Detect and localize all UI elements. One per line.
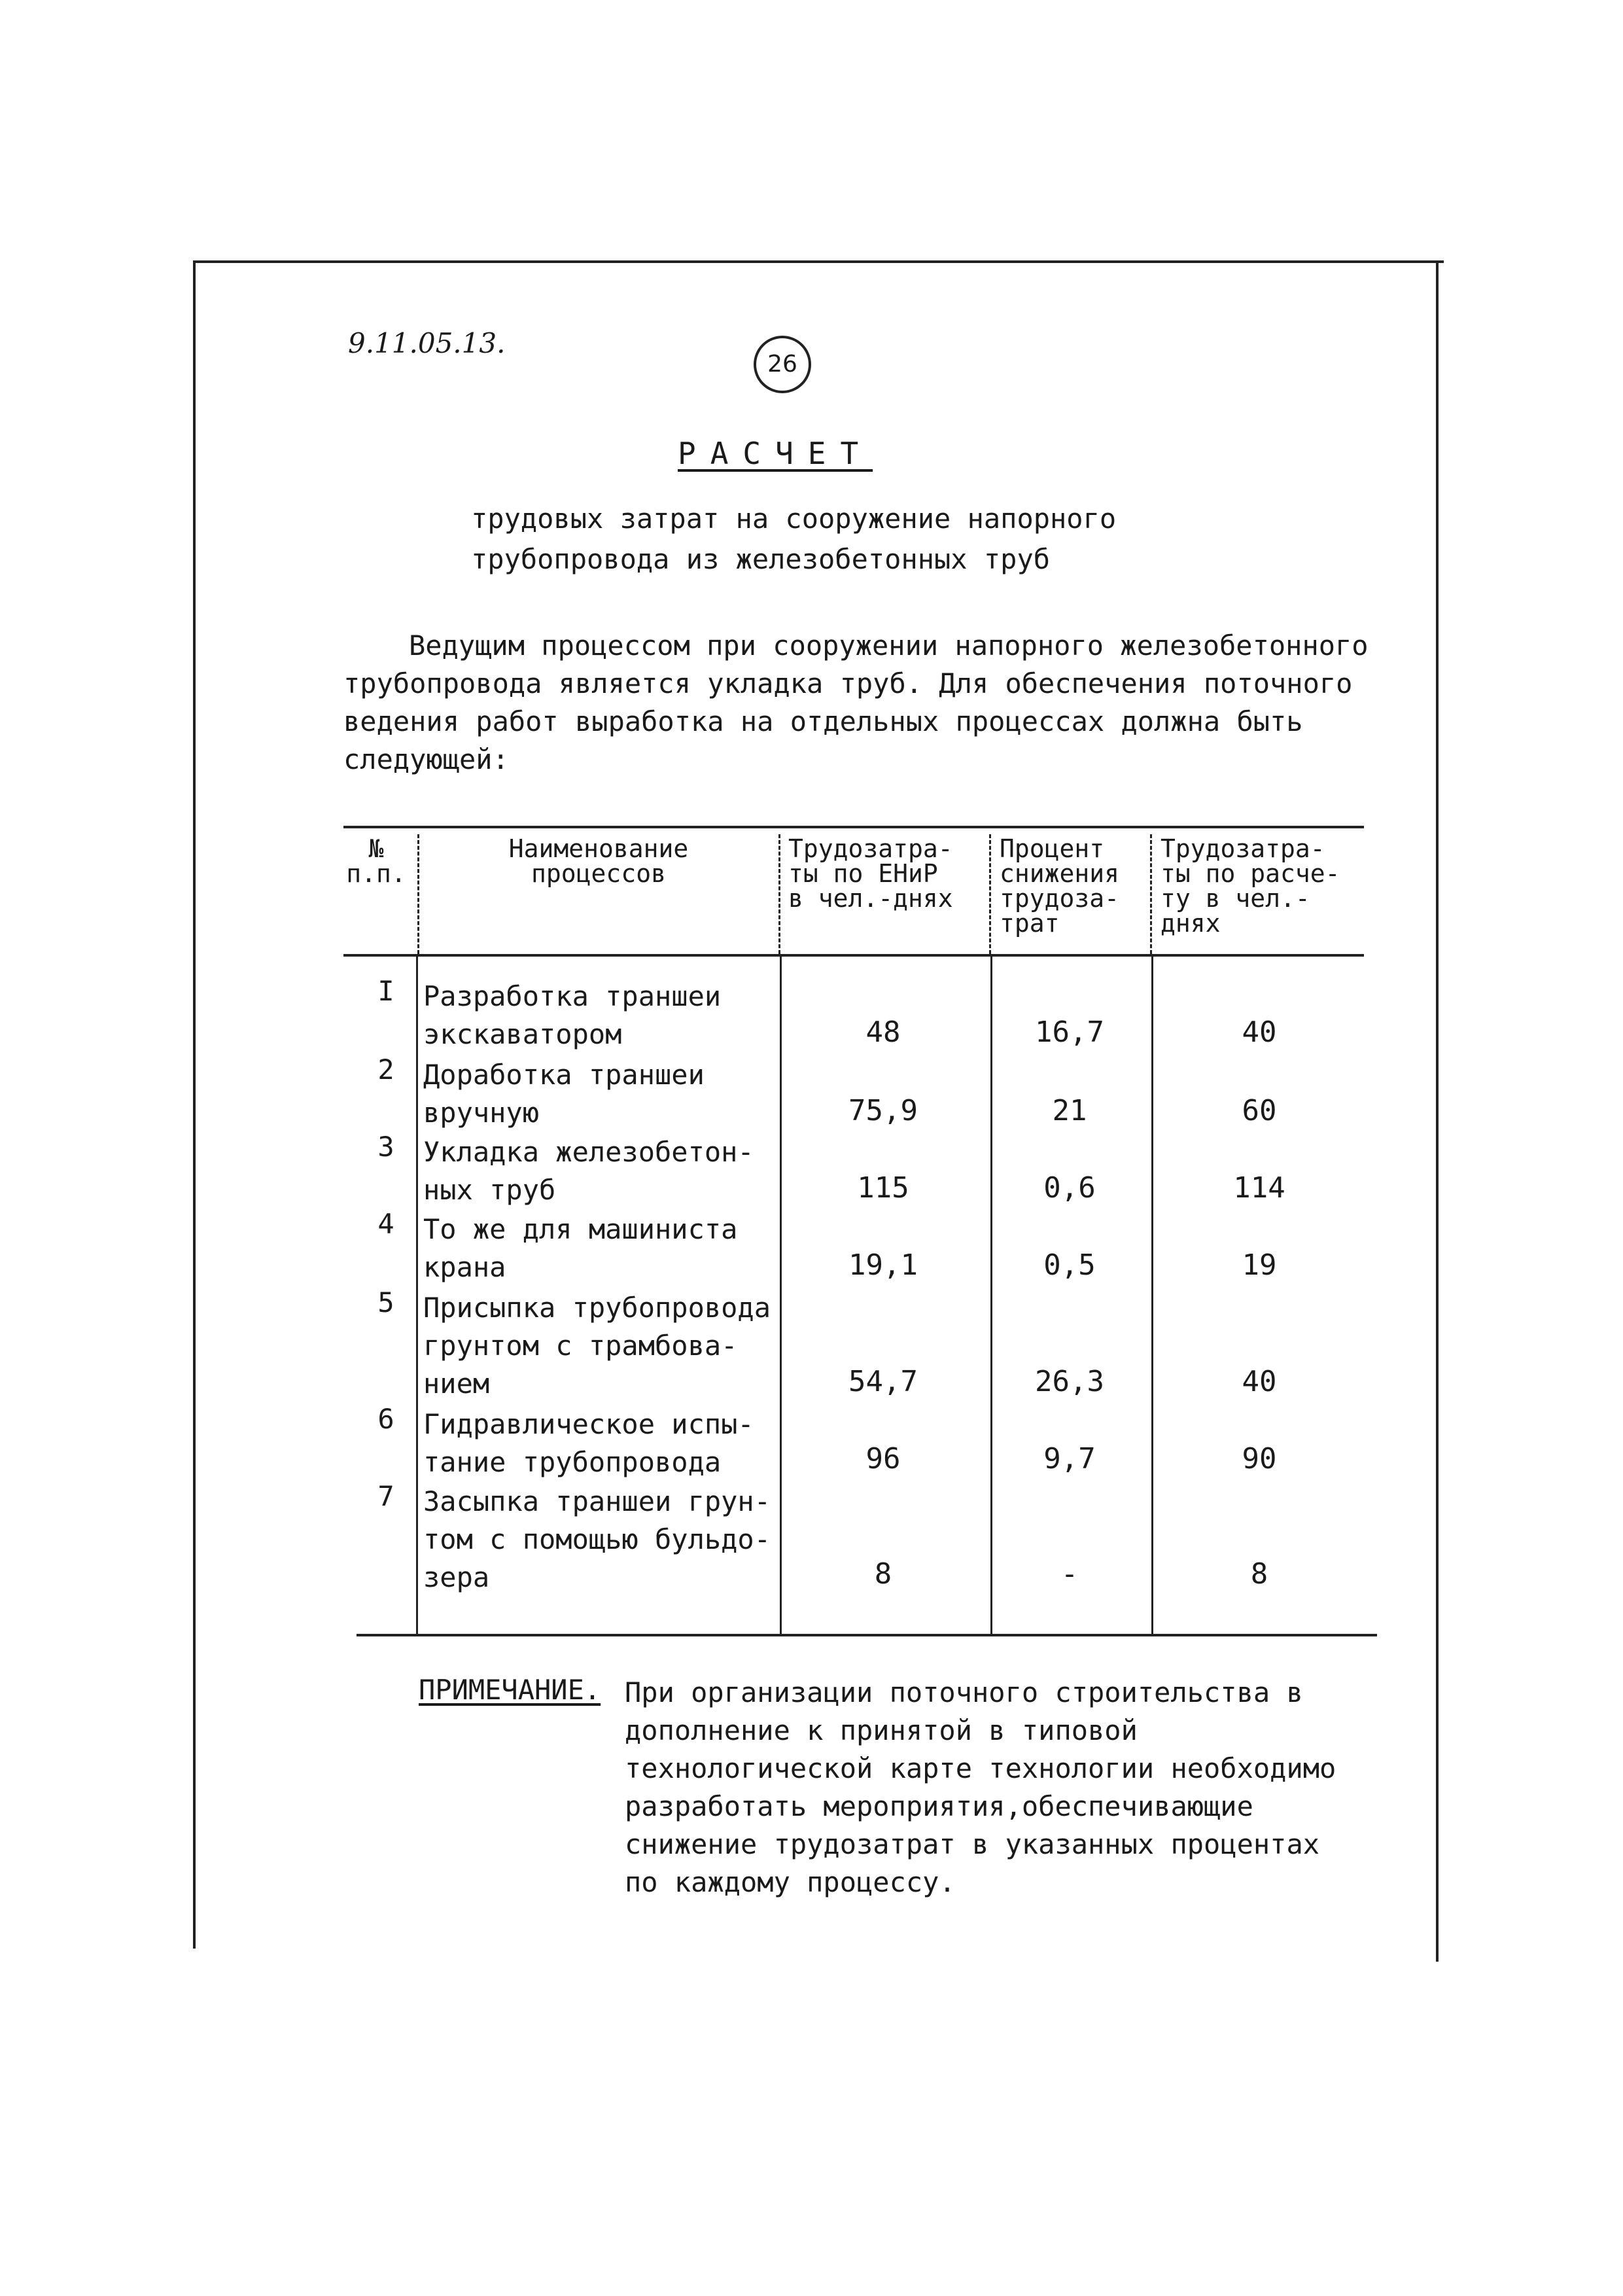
header-enir: Трудозатра- ты по ЕНиР в чел.-днях <box>788 834 953 913</box>
row-5-calc: 40 <box>1242 1365 1277 1398</box>
row-4-num: 4 <box>377 1208 394 1240</box>
note-text: При организации поточного строительства в дополнение к принятой в типовой технологической карте технологии необходимо разработать мероприятия,обеспечивающие снижение трудозатрат в указанных процентах по каждому процессу. <box>625 1676 1336 1898</box>
row-5-enir: 54,7 <box>848 1365 918 1398</box>
page-frame-left <box>193 260 196 1949</box>
table-divider-name <box>780 954 782 1634</box>
row-3-enir: 115 <box>857 1171 909 1205</box>
row-1-name: Разработка траншеи экскаватором <box>423 980 722 1050</box>
table-divider-percent <box>1151 954 1153 1634</box>
table-header-rule <box>343 954 1364 957</box>
note-label: ПРИМЕЧАНИЕ. <box>419 1674 601 1706</box>
row-3-name: Укладка железобетон- ных труб <box>423 1136 754 1206</box>
row-4-calc: 19 <box>1242 1248 1277 1282</box>
row-7-name: Засыпка траншеи грун- том с помощью бульдо- зера <box>423 1485 771 1593</box>
intro-paragraph <box>343 627 1377 779</box>
row-6-num: 6 <box>377 1403 394 1435</box>
row-6-enir: 96 <box>865 1442 901 1475</box>
table-divider-percent-header <box>1150 834 1152 954</box>
row-4-name: То же для машиниста крана <box>423 1213 738 1283</box>
row-5-num: 5 <box>377 1286 394 1318</box>
row-3-calc: 114 <box>1233 1171 1285 1205</box>
row-2-num: 2 <box>377 1053 394 1086</box>
row-6-percent: 9,7 <box>1043 1442 1096 1475</box>
row-1-enir: 48 <box>865 1016 901 1049</box>
row-4-enir: 19,1 <box>848 1248 918 1282</box>
row-1-calc: 40 <box>1242 1016 1277 1049</box>
row-2-enir: 75,9 <box>848 1094 918 1127</box>
header-num: № п.п. <box>346 834 406 888</box>
row-3-percent: 0,6 <box>1043 1171 1096 1205</box>
row-7-num: 7 <box>377 1480 394 1512</box>
row-4-percent: 0,5 <box>1043 1248 1096 1282</box>
page-title: РАСЧЕТ <box>678 436 873 471</box>
row-5-name: Присыпка трубопровода грунтом с трамбова- нием <box>423 1292 771 1400</box>
header-name: Наименование процессов <box>508 834 689 888</box>
table-divider-enir <box>990 954 992 1634</box>
intro-text: Ведущим процессом при сооружении напорного железобетонного трубопровода является укладка труб. Для обеспечения поточного ведения работ выработка на отдельных процессах должна быть следующей: <box>343 629 1369 775</box>
row-7-calc: 8 <box>1250 1557 1268 1591</box>
page-subtitle: трудовых затрат на сооружение напорного трубопровода из железобетонных труб <box>471 503 1117 575</box>
table-bottom-rule <box>357 1634 1377 1636</box>
document-code: 9.11.05.13. <box>348 327 506 359</box>
page-frame-top <box>193 260 1444 263</box>
header-calc: Трудозатра- ты по расче- ту в чел.- днях <box>1161 834 1340 938</box>
row-3-num: 3 <box>377 1131 394 1163</box>
row-1-percent: 16,7 <box>1035 1016 1104 1049</box>
row-7-percent: - <box>1060 1557 1079 1591</box>
row-6-name: Гидравлическое испы- тание трубопровода <box>423 1408 754 1478</box>
page-number: 26 <box>754 336 811 393</box>
table-top-rule <box>343 826 1364 828</box>
page-frame-right <box>1436 260 1439 1962</box>
row-1-num: I <box>377 975 394 1007</box>
row-2-calc: 60 <box>1242 1094 1277 1127</box>
row-7-enir: 8 <box>874 1557 892 1591</box>
table-divider-num-header <box>417 834 419 954</box>
row-5-percent: 26,3 <box>1035 1365 1104 1398</box>
row-2-percent: 21 <box>1052 1094 1087 1127</box>
row-2-name: Доработка траншеи вручную <box>423 1059 705 1129</box>
table-divider-enir-header <box>989 834 991 954</box>
header-percent: Процент снижения трудоза- трат <box>1000 834 1120 938</box>
table-divider-num <box>416 954 418 1634</box>
table-divider-name-header <box>778 834 780 954</box>
row-6-calc: 90 <box>1242 1442 1277 1475</box>
